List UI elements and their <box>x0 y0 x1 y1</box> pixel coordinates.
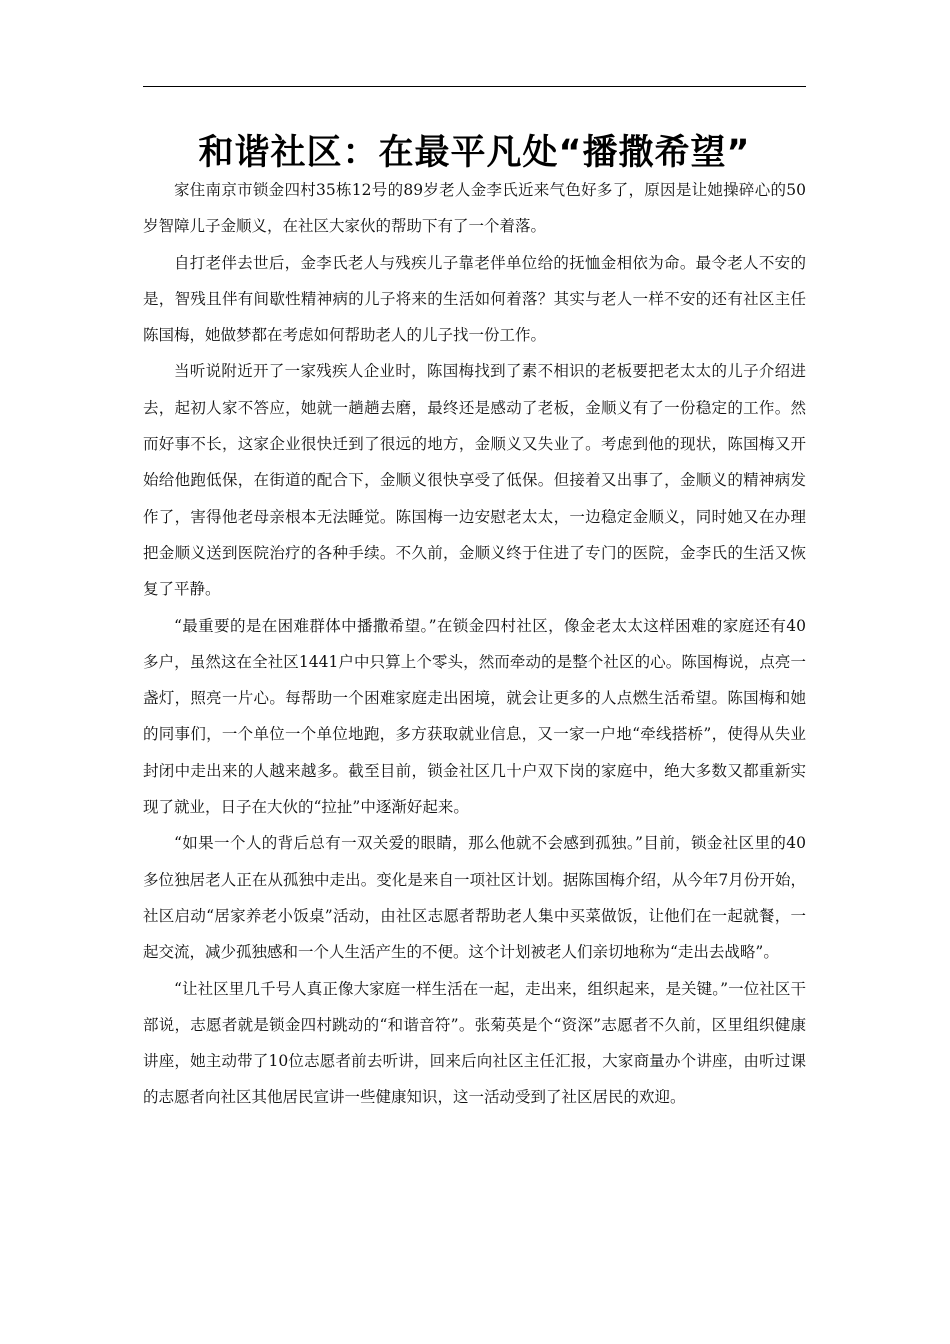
paragraph: 当听说附近开了一家残疾人企业时，陈国梅找到了素不相识的老板要把老太太的儿子介绍进去，起初人家不答应，她就一趟趟去磨，最终还是感动了老板，金顺义有了一份稳定的工作。然而好事不长，这家企业很快迁到了很远的地方，金顺义又失业了。考虑到他的现状，陈国梅又开始给他跑低保，在街道的配合下，金顺义很快享受了低保。但接着又出事了，金顺义的精神病发作了，害得他老母亲根本无法睡觉。陈国梅一边安慰老太太，一边稳定金顺义，同时她又在办理把金顺义送到医院治疗的各种手续。不久前，金顺义终于住进了专门的医院，金李氏的生活又恢复了平静。 <box>143 362 806 599</box>
article-body <box>143 172 806 1116</box>
paragraph: “最重要的是在困难群体中播撒希望。”在锁金四村社区，像金老太太这样困难的家庭还有40多户，虽然这在全社区1441户中只算上个零头，然而牵动的是整个社区的心。陈国梅说，点亮一盏灯，照亮一片心。每帮助一个困难家庭走出困境，就会让更多的人点燃生活希望。陈国梅和她的同事们，一个单位一个单位地跑，多方获取就业信息，又一家一户地“牵线搭桥”，使得从失业封闭中走出来的人越来越多。截至目前，锁金社区几十户双下岗的家庭中，绝大多数又都重新实现了就业，日子在大伙的“拉扯”中逐渐好起来。 <box>143 616 806 817</box>
paragraph: “让社区里几千号人真正像大家庭一样生活在一起，走出来，组织起来，是关键。”一位社区干部说，志愿者就是锁金四村跳动的“和谐音符”。张菊英是个“资深”志愿者不久前，区里组织健康讲座，她主动带了10位志愿者前去听讲，回来后向社区主任汇报，大家商量办个讲座，由听过课的志愿者向社区其他居民宣讲一些健康知识，这一活动受到了社区居民的欢迎。 <box>143 979 806 1107</box>
paragraph: “如果一个人的背后总有一双关爱的眼睛，那么他就不会感到孤独。”目前，锁金社区里的40多位独居老人正在从孤独中走出。变化是来自一项社区计划。据陈国梅介绍，从今年7月份开始，社区启动“居家养老小饭桌”活动，由社区志愿者帮助老人集中买菜做饭，让他们在一起就餐，一起交流，减少孤独感和一个人生活产生的不便。这个计划被老人们亲切地称为“走出去战略”。 <box>143 834 806 962</box>
paragraph: 自打老伴去世后，金李氏老人与残疾儿子靠老伴单位给的抚恤金相依为命。最令老人不安的是，智残且伴有间歇性精神病的儿子将来的生活如何着落？其实与老人一样不安的还有社区主任陈国梅，她做梦都在考虑如何帮助老人的儿子找一份工作。 <box>143 253 806 345</box>
paragraph: 家住南京市锁金四村35栋12号的89岁老人金李氏近来气色好多了，原因是让她操碎心的50岁智障儿子金顺义，在社区大家伙的帮助下有了一个着落。 <box>143 181 806 236</box>
header-rule <box>143 86 806 87</box>
article-title: 和谐社区：在最平凡处“播撒希望” <box>198 133 751 173</box>
